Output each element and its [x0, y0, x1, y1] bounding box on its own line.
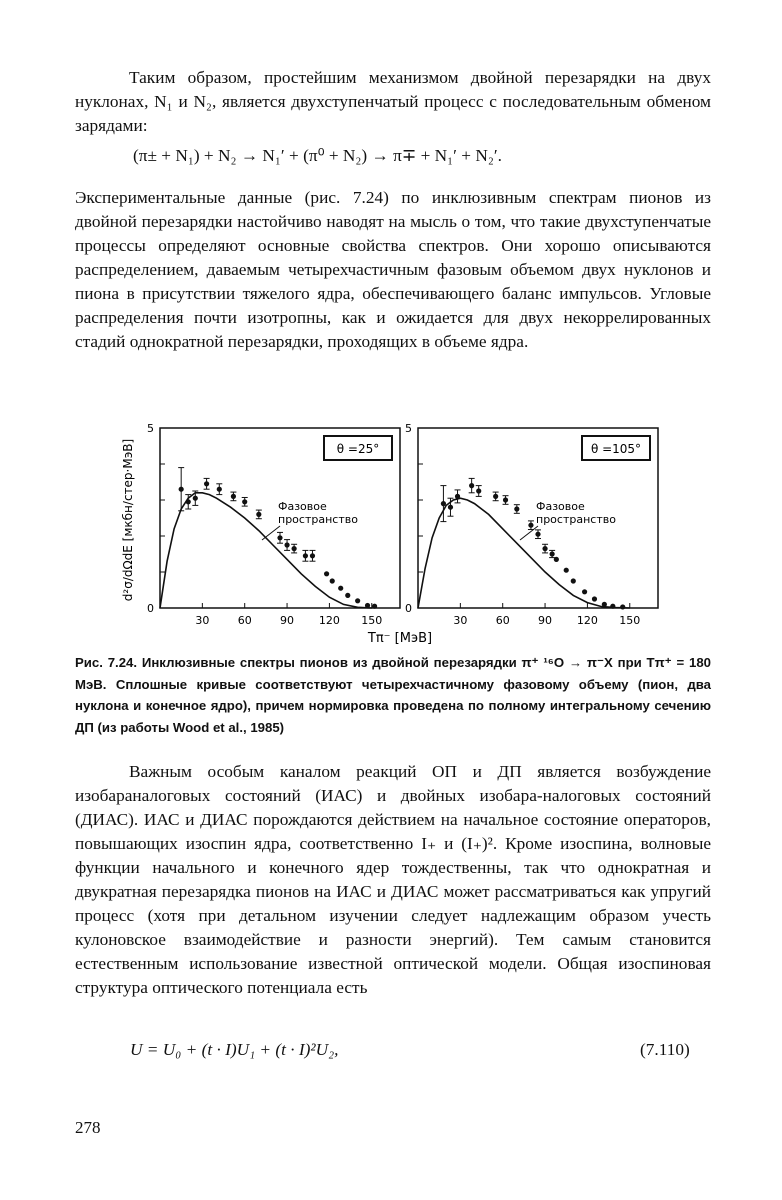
- equation-7-110: U = U₀ + (t · I)U₁ + (t · I)²U₂,: [130, 1040, 339, 1059]
- chart-theta-25: [147, 422, 400, 627]
- data-point: [330, 578, 335, 583]
- x-tick-label: 60: [495, 614, 510, 627]
- data-point: [355, 598, 360, 603]
- annotation-line1: Фазовое: [536, 500, 585, 513]
- x-tick-label: 120: [318, 614, 340, 627]
- data-point: [503, 497, 508, 502]
- data-point: [365, 603, 370, 608]
- y-tick-label: 0: [405, 602, 412, 615]
- data-point: [310, 553, 315, 558]
- data-point: [217, 487, 222, 492]
- y-tick-label: 5: [147, 422, 154, 435]
- x-tick-label: 150: [619, 614, 641, 627]
- data-point: [441, 501, 446, 506]
- figure-7-24: [100, 410, 700, 650]
- data-point: [528, 523, 533, 528]
- y-axis-label: d²σ/dΩdE [мкбн/стер·МэВ]: [121, 438, 135, 602]
- data-point: [277, 535, 282, 540]
- figure-caption: Рис. 7.24. Инклюзивные спектры пионов из двойной перезарядки π⁺ ¹⁶O → π⁻X при Tπ⁺ = 180 МэВ. Сплошные кривые соответствуют четырехчастичному фазовому объему (пион, два нуклона и конечное ядро), причем нормировка проведена по полному интегральному сечению ДП (из работы Wood et al., 1985): [75, 655, 711, 735]
- data-point: [469, 483, 474, 488]
- paragraph-ias: Важным особым каналом реакций ОП и ДП является возбуждение изобараналоговых состояний (ИАС) и двойных изобара-налоговых состояний (ДИАС). ИАС и ДИАС порождаются действием на начальное состояние операторов, повышающих изоспин ядра, соответственно I₊ и (I₊)². Кроме изоспина, волновые функции начального и конечного ядер тождественны, так что однократная и двукратная перезарядка пионов на ИАС и ДИАС может рассматриваться как упругий процесс (хотя при детальном изучении следует надлежащим образом учесть кулоновское взаимодействие и разности энергий). Тем самым становится естественным использование известной оптической модели. Общая изоспиновая структура оптического потенциала есть: [75, 762, 711, 997]
- data-point: [550, 551, 555, 556]
- data-point: [602, 602, 607, 607]
- data-point: [535, 532, 540, 537]
- chart-theta-105: [405, 422, 658, 627]
- x-tick-label: 30: [453, 614, 468, 627]
- annotation-pointer: [520, 526, 538, 540]
- data-point: [455, 494, 460, 499]
- data-point: [592, 596, 597, 601]
- data-point: [338, 586, 343, 591]
- paragraph-experimental: Экспериментальные данные (рис. 7.24) по инклюзивным спектрам пионов из двойной перезарядки настойчиво наводят на мысль о том, что такие двухступенчатые процессы определяют основные свойства спектров. Они хорошо описываются распределением, даваемым четырехчастичным фазовым объемом двух нуклонов и пиона в присутствии тяжелого ядра, обеспечивающего баланс импульсов. Угловые распределения почти изотропны, как и ожидается для двух некоррелированных стадий однократной перезарядки, проходящих в объеме ядра.: [75, 188, 711, 351]
- x-tick-label: 150: [361, 614, 383, 627]
- data-point: [554, 557, 559, 562]
- x-tick-label: 60: [237, 614, 252, 627]
- phase-space-curve: [160, 493, 372, 608]
- angle-label: θ =25°: [336, 442, 380, 456]
- data-point: [231, 494, 236, 499]
- annotation-line2: пространство: [278, 513, 358, 526]
- data-point: [345, 593, 350, 598]
- data-point: [582, 589, 587, 594]
- data-point: [242, 499, 247, 504]
- angle-label: θ =105°: [590, 442, 642, 456]
- data-point: [542, 546, 547, 551]
- data-point: [610, 604, 615, 609]
- data-point: [186, 499, 191, 504]
- data-point: [448, 505, 453, 510]
- y-tick-label: 5: [405, 422, 412, 435]
- data-point: [193, 496, 198, 501]
- x-tick-label: 120: [576, 614, 598, 627]
- data-point: [292, 546, 297, 551]
- x-tick-label: 30: [195, 614, 210, 627]
- data-point: [372, 604, 377, 609]
- data-point: [204, 481, 209, 486]
- annotation-pointer: [262, 526, 280, 540]
- equation-charge-exchange: (π± + N₁) + N₂ → N₁′ + (π⁰ + N₂) → π∓ + N₁′ + N₂′.: [133, 146, 502, 165]
- y-tick-label: 0: [147, 602, 154, 615]
- annotation-line1: Фазовое: [278, 500, 327, 513]
- equation-number: (7.110): [640, 1040, 690, 1059]
- data-point: [324, 571, 329, 576]
- annotation-line2: пространство: [536, 513, 616, 526]
- data-point: [620, 604, 625, 609]
- data-point: [493, 494, 498, 499]
- data-point: [514, 506, 519, 511]
- x-axis-label: Tπ⁻ [МэВ]: [367, 631, 433, 646]
- data-point: [284, 542, 289, 547]
- data-point: [571, 578, 576, 583]
- x-tick-label: 90: [280, 614, 295, 627]
- page-number: 278: [75, 1118, 101, 1137]
- paragraph-intro: Таким образом, простейшим механизмом двойной перезарядки на двух нуклонах, N₁ и N₂, является двухступенчатый процесс с последовательным обменом зарядами:: [75, 68, 711, 135]
- data-point: [476, 488, 481, 493]
- data-point: [564, 568, 569, 573]
- data-point: [303, 553, 308, 558]
- x-tick-label: 90: [538, 614, 553, 627]
- data-point: [256, 512, 261, 517]
- data-point: [179, 487, 184, 492]
